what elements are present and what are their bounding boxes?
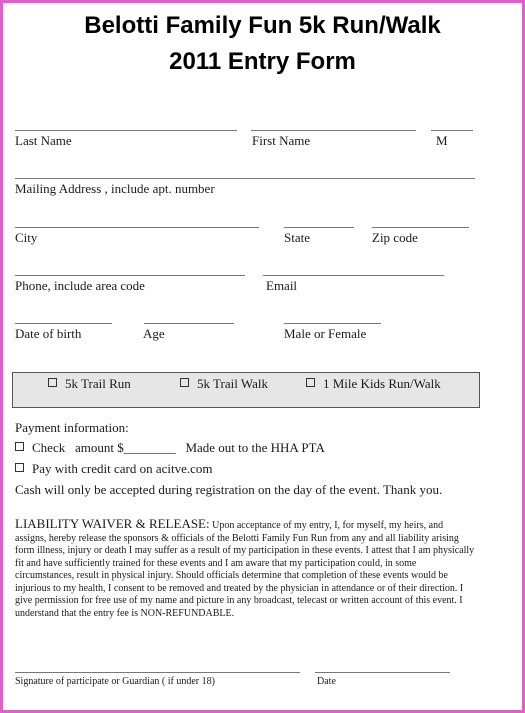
payment-check-option[interactable] [15, 440, 325, 456]
liability-waiver [15, 518, 475, 620]
city-field[interactable] [15, 227, 259, 228]
phone-label: Phone, include area code [15, 278, 145, 293]
signature-field[interactable] [15, 672, 300, 673]
first-name-field[interactable] [251, 130, 416, 131]
last-name-field[interactable] [15, 130, 237, 131]
kids-run-checkbox[interactable] [306, 378, 315, 387]
state-field[interactable] [284, 227, 354, 228]
waiver-body: Upon acceptance of my entry, I, for myself, my heirs, and assigns, hereby release the sponsors & officials of the Belotti Family Fun Run from any and all liability arising form illness, injury or death I may suffer as a result of my participation in these events. I attest that I am physically fit and have sufficiently trained for these events and I am aware that my participation could, in some circumstances, result in physical injury. Should officials determine that completion of these events would be injurious to my health, I consent to be removed and treated by the physician in attendance or of their direction. I give permission for free use of my name and picture in any broadcast, telecast or written account of this event. I understand that the entry fee is NON-REFUNDABLE. [15, 520, 475, 619]
gender-label: Male or Female [284, 326, 367, 341]
phone-field[interactable] [15, 275, 245, 276]
mailing-address-field[interactable] [15, 178, 475, 179]
trail-walk-checkbox[interactable] [180, 378, 189, 387]
mailing-address-label: Mailing Address , include apt. number [15, 181, 215, 196]
trail-run-checkbox[interactable] [48, 378, 57, 387]
form-title: Belotti Family Fun 5k Run/Walk [84, 12, 441, 39]
payment-credit-option[interactable] [15, 461, 213, 477]
waiver-heading: LIABILITY WAIVER & RELEASE: [15, 516, 210, 531]
zip-label: Zip code [372, 230, 418, 245]
credit-checkbox[interactable] [15, 463, 24, 472]
payment-heading: Payment information: [15, 420, 129, 435]
dob-label: Date of birth [15, 326, 82, 341]
email-label: Email [266, 278, 298, 293]
option-trail-run[interactable] [48, 376, 131, 392]
middle-initial-label: M [436, 133, 448, 148]
state-label: State [284, 230, 310, 245]
first-name-label: First Name [252, 133, 311, 148]
kids-run-label: 1 Mile Kids Run/Walk [323, 376, 441, 391]
middle-initial-field[interactable] [431, 130, 473, 131]
age-field[interactable] [144, 323, 234, 324]
last-name-label: Last Name [15, 133, 72, 148]
trail-run-label: 5k Trail Run [65, 376, 131, 391]
email-field[interactable] [263, 275, 444, 276]
age-label: Age [143, 326, 165, 341]
option-trail-walk[interactable] [180, 376, 268, 392]
option-kids-run[interactable] [306, 376, 441, 392]
city-label: City [15, 230, 38, 245]
gender-field[interactable] [284, 323, 381, 324]
check-label: Check amount $________ Made out to the HHA PTA [32, 440, 325, 455]
form-subtitle: 2011 Entry Form [169, 48, 356, 75]
dob-field[interactable] [15, 323, 112, 324]
date-label: Date [317, 676, 336, 687]
zip-field[interactable] [372, 227, 469, 228]
check-checkbox[interactable] [15, 442, 24, 451]
credit-label: Pay with credit card on acitve.com [32, 461, 213, 476]
trail-walk-label: 5k Trail Walk [197, 376, 268, 391]
signature-label: Signature of participate or Guardian ( if under 18) [15, 676, 215, 687]
cash-note: Cash will only be accepted during registration on the day of the event. Thank you. [15, 482, 443, 497]
date-field[interactable] [315, 672, 450, 673]
